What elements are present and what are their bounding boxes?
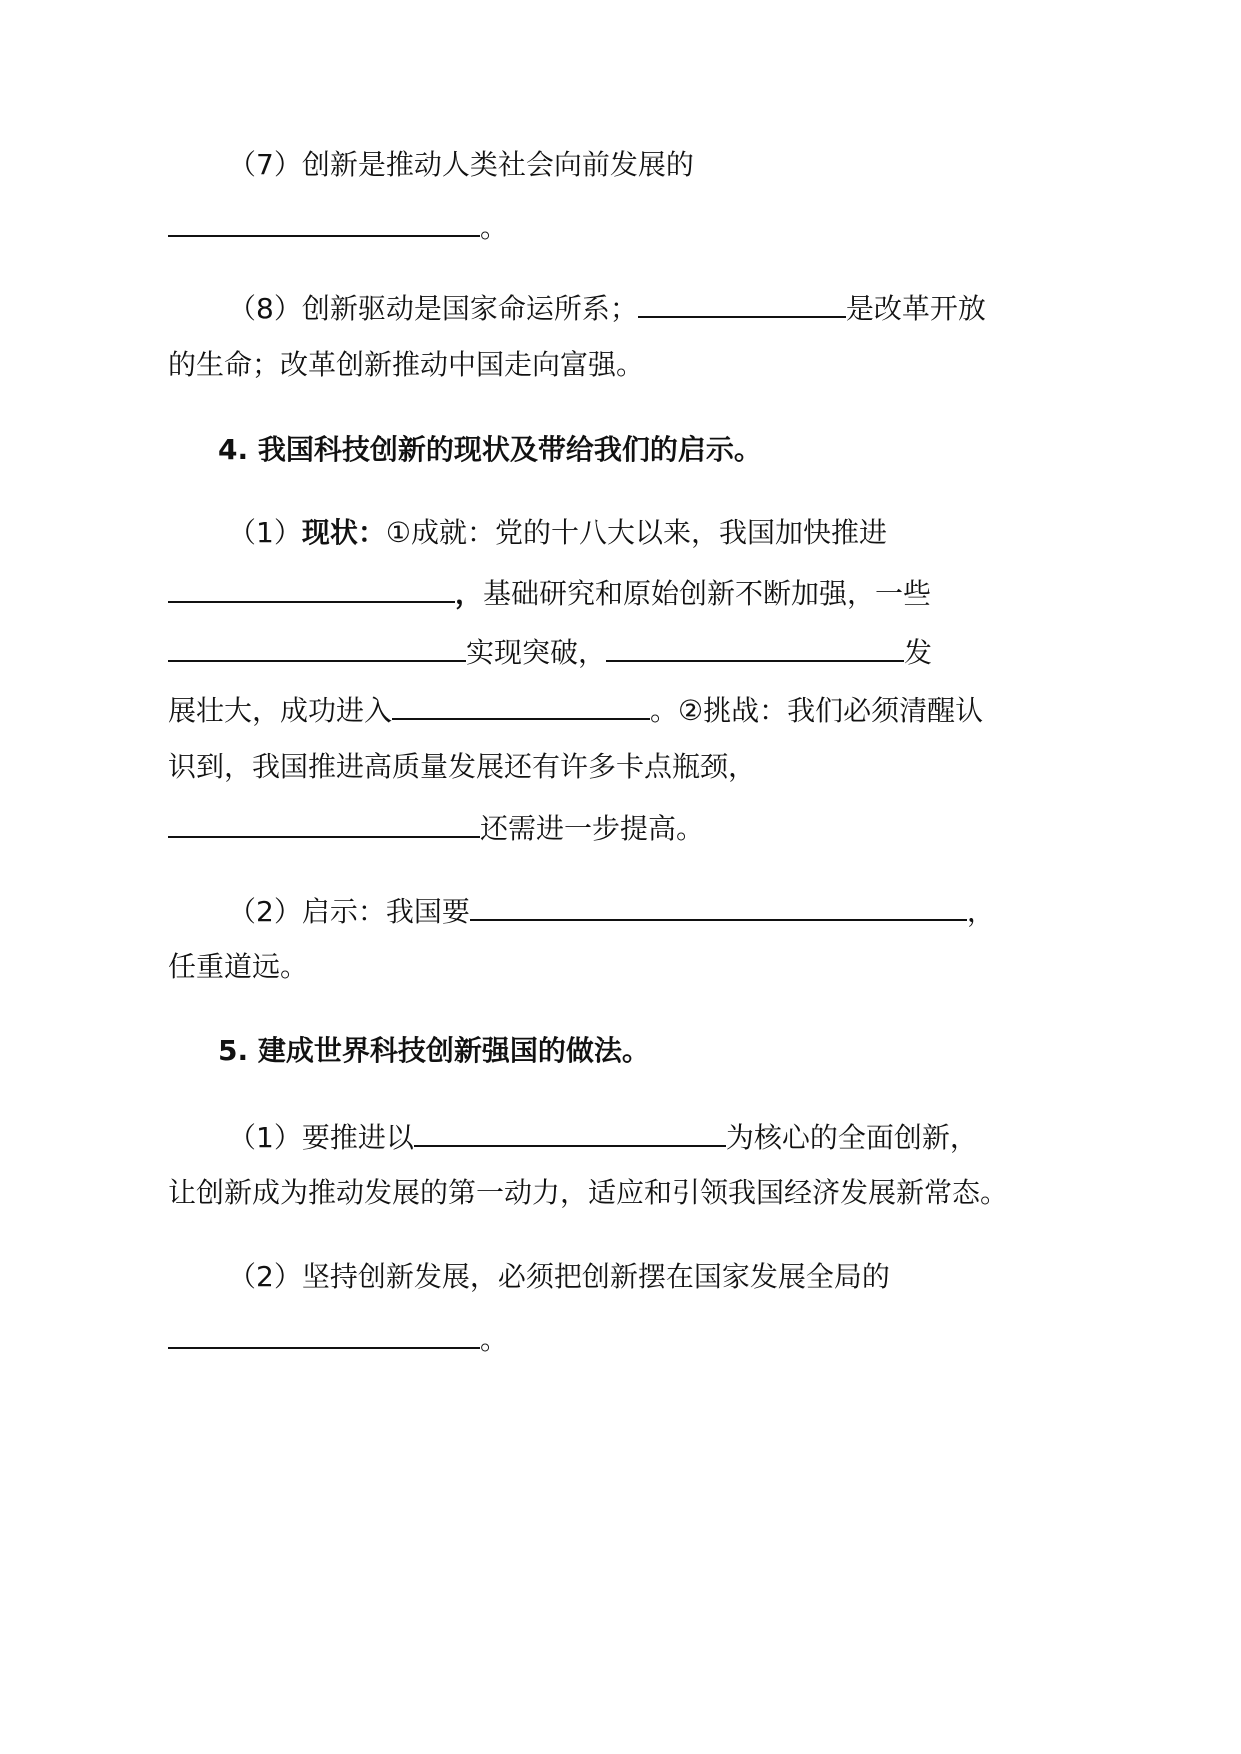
s4-1-line2 [168,571,931,611]
s4-1-line2-rest: 基础研究和原始创新不断加强，一些 [483,577,932,610]
s4-1-line4-start: 展壮大，成功进入 [168,694,393,727]
s4-1-line3-mid: 实现突破， [466,636,607,669]
s4-1-line5 [168,747,756,787]
s4-1-blank-4[interactable] [392,688,650,720]
s4-2-line2 [168,947,308,987]
s5-2-end: 。 [480,1323,509,1356]
s5-1-mid: 为核心的全面创新， [725,1121,978,1154]
s5-2-line2 [168,1317,508,1357]
q7-answer-blank[interactable] [168,205,480,237]
s4-2-end: ， [966,895,995,928]
s4-1-label: 现状： [301,516,386,549]
q8-answer-blank[interactable] [638,286,846,318]
s4-1-line1 [228,513,887,553]
s4-1-line6-end: 还需进一步提高。 [480,812,705,845]
s4-1-num: （1） [228,516,302,549]
s4-1-line3-end: 发 [904,636,933,669]
s4-2-line2-text: 任重道远。 [168,950,309,983]
s4-1-line3 [168,630,932,670]
q7-line1 [228,145,694,185]
section-5-heading [218,1031,650,1071]
s5-2-label: （2）坚持创新发展，必须把创新摆在国家发展全局的 [228,1260,890,1293]
section-5-heading-text: 5. 建成世界科技创新强国的做法。 [218,1034,650,1067]
q8-text-line2: 的生命；改革创新推动中国走向富强。 [168,348,645,381]
s5-2-line1 [228,1257,890,1297]
s4-2-blank[interactable] [470,889,967,921]
q7-end: 。 [480,211,509,244]
q7-text: （7）创新是推动人类社会向前发展的 [228,148,694,181]
s5-1-blank[interactable] [414,1115,726,1147]
s5-1-label: （1）要推进以 [228,1121,414,1154]
s4-1-line1-rest: ①成就：党的十八大以来，我国加快推进 [385,516,887,549]
s4-1-blank-2[interactable] [168,630,466,662]
s4-1-blank-3[interactable] [606,630,904,662]
s4-1-line4 [168,688,983,728]
q8-line2 [168,345,644,385]
s5-1-line1 [228,1115,978,1155]
s4-1-blank-5[interactable] [168,806,480,838]
section-4-heading [218,430,762,470]
s4-1-blank-1[interactable] [168,571,455,603]
s4-1-line6 [168,806,704,846]
s5-1-line2 [168,1173,1008,1213]
s4-2-line1 [228,889,995,929]
s4-2-label: （2）启示：我国要 [228,895,470,928]
s4-1-line4-mid: 。②挑战：我们必须清醒认 [650,694,984,727]
s5-2-blank[interactable] [168,1317,480,1349]
q8-line1 [228,286,986,326]
section-4-heading-text: 4. 我国科技创新的现状及带给我们的启示。 [218,433,762,466]
s4-1-line2-comma: ， [455,577,484,610]
s4-1-line5-text: 识到，我国推进高质量发展还有许多卡点瓶颈， [168,750,757,783]
q7-line2 [168,205,508,245]
q8-text-start: （8）创新驱动是国家命运所系； [228,292,638,325]
q8-text-mid: 是改革开放 [845,292,986,325]
s5-1-line2-text: 让创新成为推动发展的第一动力，适应和引领我国经济发展新常态。 [168,1176,1009,1209]
